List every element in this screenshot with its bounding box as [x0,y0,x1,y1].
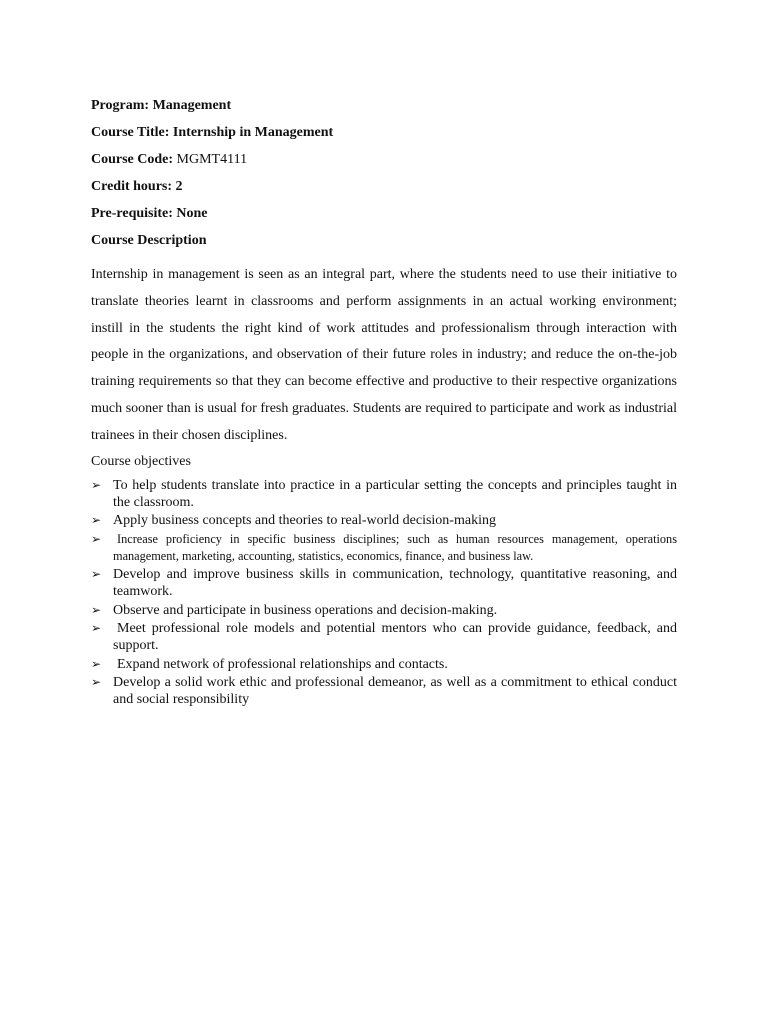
prerequisite-value: None [176,206,208,221]
course-code-line [91,146,677,173]
objective-text: Apply business concepts and theories to real-world decision-making [113,513,496,529]
course-code-value: MGMT4111 [176,152,248,167]
arrowhead-bullet-icon: ➢ [91,513,102,528]
arrowhead-bullet-icon: ➢ [91,621,102,636]
objective-text: Increase proficiency in specific business disciplines; such as human resources management, operations management, marketing, accounting, statistics, economics, finance, and business law. [113,531,677,563]
arrowhead-bullet-icon: ➢ [91,567,102,582]
document-page [91,92,677,710]
course-title-line [91,119,677,146]
objective-text: Develop a solid work ethic and professional demeanor, as well as a commitment to ethical conduct and social responsibility [113,675,677,708]
objective-text: Expand network of professional relationships and contacts. [117,656,448,672]
objective-text: Observe and participate in business operations and decision-making. [113,602,498,618]
arrowhead-bullet-icon: ➢ [91,675,102,690]
course-title-label: Course Title: [91,125,170,140]
course-code-label: Course Code: [91,152,174,167]
credit-hours-line [91,173,677,200]
arrowhead-bullet-icon: ➢ [91,531,102,546]
arrowhead-bullet-icon: ➢ [91,656,102,671]
objective-item [91,531,677,565]
objective-item [91,674,677,708]
program-line [91,92,677,119]
arrowhead-bullet-icon: ➢ [91,602,102,617]
objective-item [91,477,677,511]
course-title-value: Internship in Management [172,125,334,140]
program-label: Program: [91,98,150,113]
prerequisite-label: Pre-requisite: [91,206,173,221]
program-value: Management [152,98,232,113]
objective-text: Meet professional role models and potential mentors who can provide guidance, feedback, and support. [113,621,677,654]
objective-item [91,566,677,600]
course-description-heading: Course Description [91,233,207,248]
objective-text: To help students translate into practice in a particular setting the concepts and principles taught in the classroom. [113,477,677,510]
objective-item [91,656,677,673]
credit-hours-label: Credit hours: [91,179,173,194]
objective-item [91,602,677,619]
course-objectives-list [91,477,677,709]
prerequisite-line [91,200,677,227]
objective-text: Develop and improve business skills in communication, technology, quantitative reasoning, and teamwork. [113,567,677,600]
course-description-text: Internship in management is seen as an integral part, where the students need to use their initiative to translate theories learnt in classrooms and perform assignments in an actual working environment; instill in the students the right kind of work attitudes and professionalism through interaction with people in the organizations, and observation of their future roles in industry; and reduce the on-the-job training requirements so that they can become effective and productive to their respective organizations much sooner than is usual for fresh graduates. Students are required to participate and work as industrial trainees in their chosen disciplines. [91,267,677,443]
objective-item [91,512,677,529]
arrowhead-bullet-icon: ➢ [91,477,102,492]
objective-item [91,620,677,654]
course-objectives-heading: Course objectives [91,453,191,469]
credit-hours-value: 2 [175,179,183,194]
